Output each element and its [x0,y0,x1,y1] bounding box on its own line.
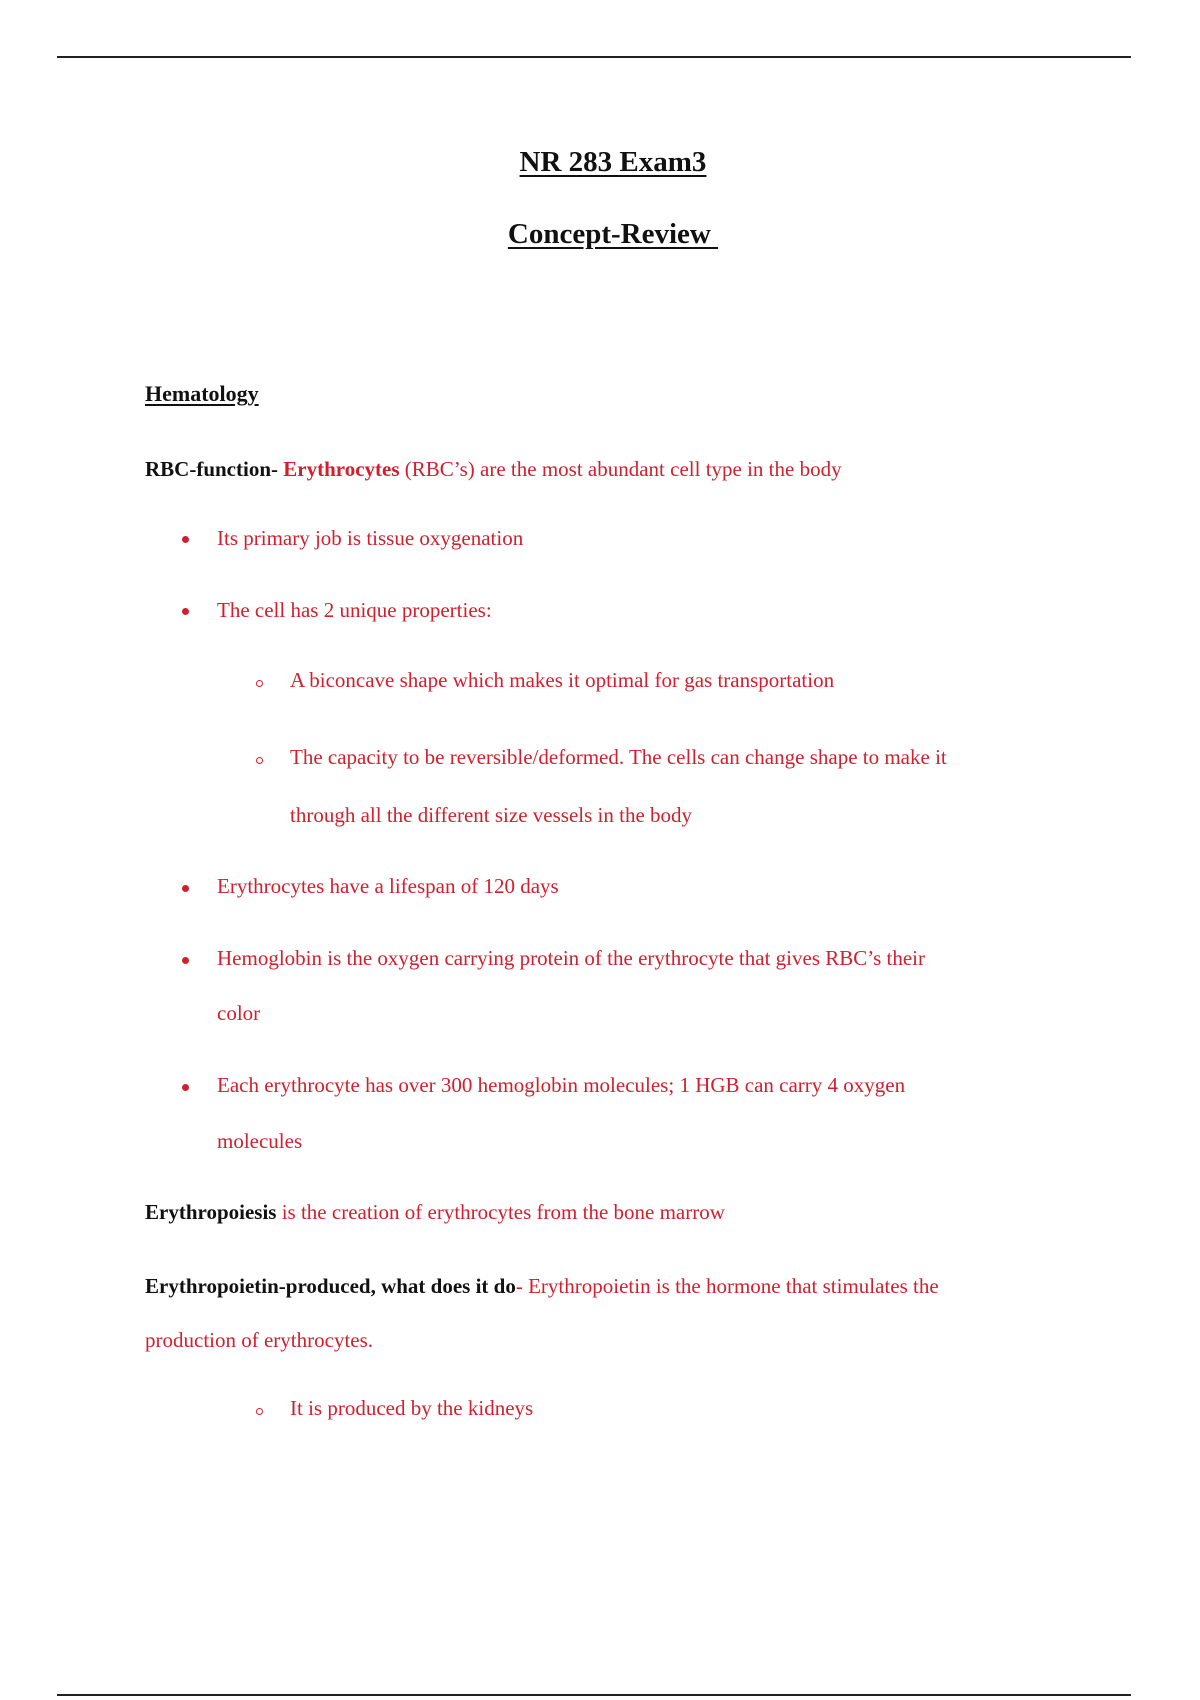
erythropoietin-line [145,1274,939,1299]
bullet-item: Its primary job is tissue oxygenation [217,526,524,550]
bullet-item: Erythrocytes have a lifespan of 120 days [217,874,559,898]
rbc-function-line [145,457,842,482]
document-title: NR 283 Exam3 [519,146,707,178]
bullet-icon [182,608,189,615]
rbc-function-label: RBC-function- [145,457,279,481]
bullet-icon [182,957,189,964]
sub-bullet-icon [256,1408,263,1415]
erythropoietin-text: Erythropoietin is the hormone that stimulates the [522,1274,939,1298]
bullet-icon [182,1084,189,1091]
sub-item-continued: through all the different size vessels in the body [290,803,693,827]
bullet-item-continued: molecules [217,1129,303,1153]
section-heading-hematology: Hematology [145,381,259,406]
bullet-item: The cell has 2 unique properties: [217,598,492,622]
bullet-item-continued: color [217,1001,261,1025]
bullet-icon [182,536,189,543]
kidney-item: It is produced by the kidneys [290,1396,534,1420]
erythropoiesis-line [145,1200,725,1225]
erythrocytes-term: Erythrocytes [283,457,400,481]
top-rule [57,56,1131,58]
rbc-function-text: (RBC’s) are the most abundant cell type in the body [399,457,842,481]
bullet-icon [182,885,189,892]
sub-item: A biconcave shape which makes it optimal for gas transportation [290,668,835,692]
bottom-rule [57,1694,1131,1696]
erythropoietin-label: Erythropoietin-produced, what does it do [145,1274,516,1298]
erythropoiesis-text: is the creation of erythrocytes from the bone marrow [276,1200,725,1224]
sub-item: The capacity to be reversible/deformed. The cells can change shape to make it [290,745,947,769]
bullet-item: Each erythrocyte has over 300 hemoglobin molecules; 1 HGB can carry 4 oxygen [217,1073,906,1097]
erythropoiesis-term: Erythropoiesis [145,1200,277,1224]
bullet-item: Hemoglobin is the oxygen carrying protein of the erythrocyte that gives RBC’s their [217,946,926,970]
sub-bullet-icon [256,757,263,764]
document-subtitle: Concept-Review [507,218,719,250]
erythropoietin-dash: - [515,1274,523,1298]
sub-bullet-icon [256,680,263,687]
erythropoietin-text-continued: production of erythrocytes. [145,1328,374,1352]
